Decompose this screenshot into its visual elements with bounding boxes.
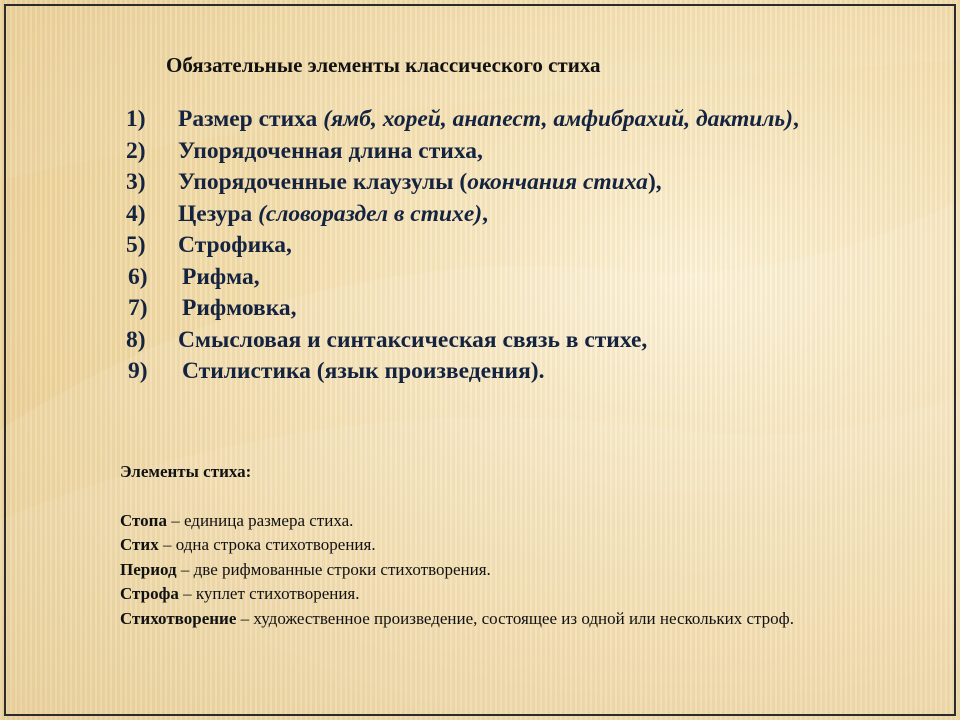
list-text: Стилистика (язык произведения). xyxy=(182,358,545,384)
list-number: 5) xyxy=(126,232,146,258)
verse-elements-heading: Элементы стиха: xyxy=(120,462,252,481)
list-text-italic: (ямб, хорей, анапест, амфибрахий, дактиль) xyxy=(323,106,793,132)
list-text: Упорядоченные клаузулы ( xyxy=(178,169,468,195)
list-number: 8) xyxy=(126,326,146,353)
list-number: 9) xyxy=(128,358,148,384)
list-text: Размер стиха xyxy=(178,106,324,132)
list-number: 7) xyxy=(128,295,148,321)
definition-item xyxy=(120,509,820,534)
list-text-italic: (словораздел в стихе) xyxy=(258,200,483,227)
list-number: 6) xyxy=(128,263,148,290)
definition-item xyxy=(120,582,820,607)
list-item xyxy=(126,262,826,294)
definition-term: Стих xyxy=(120,535,159,554)
required-elements-list xyxy=(126,104,826,388)
list-text-italic: окончания стиха xyxy=(467,169,648,195)
definition-term: Стихотворение xyxy=(120,608,237,628)
list-text: Рифмовка, xyxy=(182,295,297,321)
definition-term: Строфа xyxy=(120,584,179,603)
list-item xyxy=(126,230,826,262)
definition-text: – единица размера стиха. xyxy=(166,510,354,530)
verse-elements-block xyxy=(120,460,820,631)
definition-item xyxy=(120,558,820,583)
list-item xyxy=(126,167,826,199)
definition-text: – художественное произведение, состоящее из одной или нескольких строф. xyxy=(236,608,794,628)
definition-text: – две рифмованные строки стихотворения. xyxy=(176,559,491,579)
list-text: Рифма, xyxy=(182,263,260,290)
definition-text: – одна строка стихотворения. xyxy=(158,535,376,554)
list-item xyxy=(126,356,826,388)
definition-item xyxy=(120,533,820,558)
list-text-tail: ), xyxy=(647,169,662,195)
list-item xyxy=(126,325,826,357)
list-item xyxy=(126,293,826,325)
list-text: Цезура xyxy=(178,200,259,227)
list-item xyxy=(126,104,826,136)
list-item xyxy=(126,136,826,168)
list-text: Строфика, xyxy=(178,232,292,258)
list-number: 3) xyxy=(126,169,146,195)
list-number: 4) xyxy=(126,200,146,227)
slide-title: Обязательные элементы классического стиха xyxy=(166,53,601,77)
definition-text: – куплет стихотворения. xyxy=(178,584,360,603)
list-item xyxy=(126,199,826,231)
list-text-tail: , xyxy=(792,106,799,132)
list-text: Смысловая и синтаксическая связь в стихе, xyxy=(178,326,648,353)
definition-term: Период xyxy=(120,559,177,579)
list-text: Упорядоченная длина стиха, xyxy=(178,137,483,164)
list-number: 1) xyxy=(126,106,146,132)
definition-term: Стопа xyxy=(120,510,167,530)
list-number: 2) xyxy=(126,137,146,164)
list-text-tail: , xyxy=(482,200,488,227)
definition-item xyxy=(120,607,820,632)
